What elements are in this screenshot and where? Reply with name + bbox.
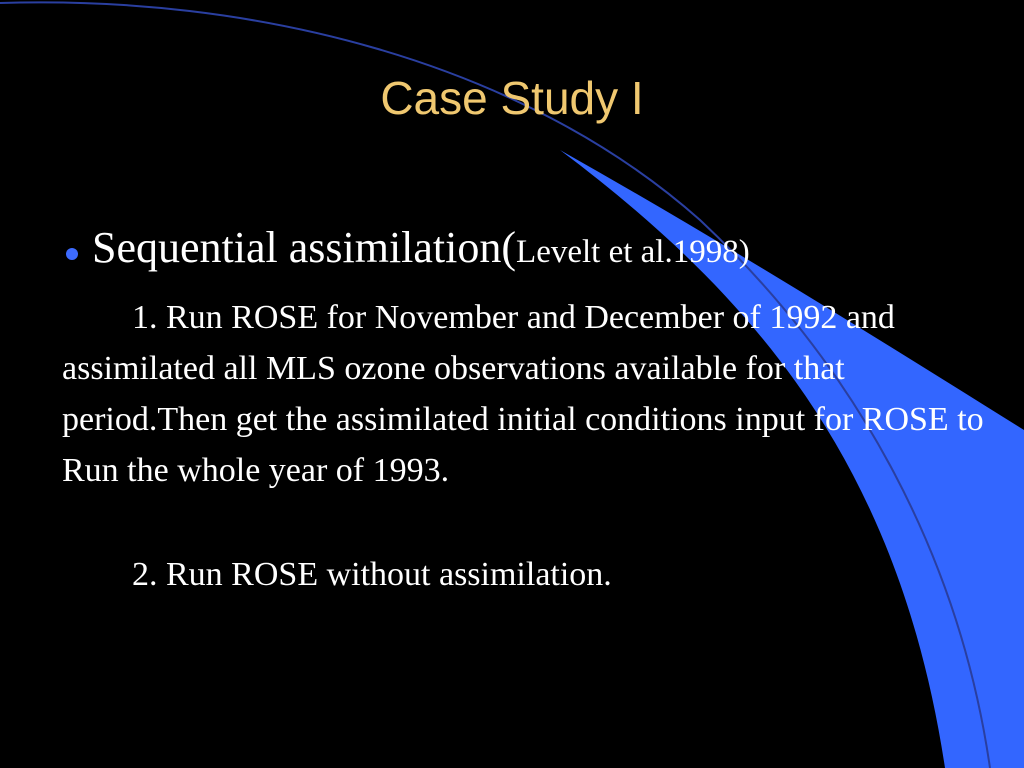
- bullet-item: [64, 222, 750, 273]
- bullet-reference-text: Levelt et al.1998): [516, 234, 750, 270]
- slide-title: Case Study I: [380, 72, 644, 124]
- paragraph-step-1: 1. Run ROSE for November and December of 1992 and assimilated all MLS ozone observations available for that period.Then get the assimilated initial conditions input for ROSE to Run the whole year of 1993.: [62, 299, 984, 489]
- bullet-dot-icon: [66, 248, 78, 260]
- bullet-main-text: Sequential assimilation(: [92, 223, 517, 272]
- paragraph-step-2: 2. Run ROSE without assimilation.: [132, 556, 612, 593]
